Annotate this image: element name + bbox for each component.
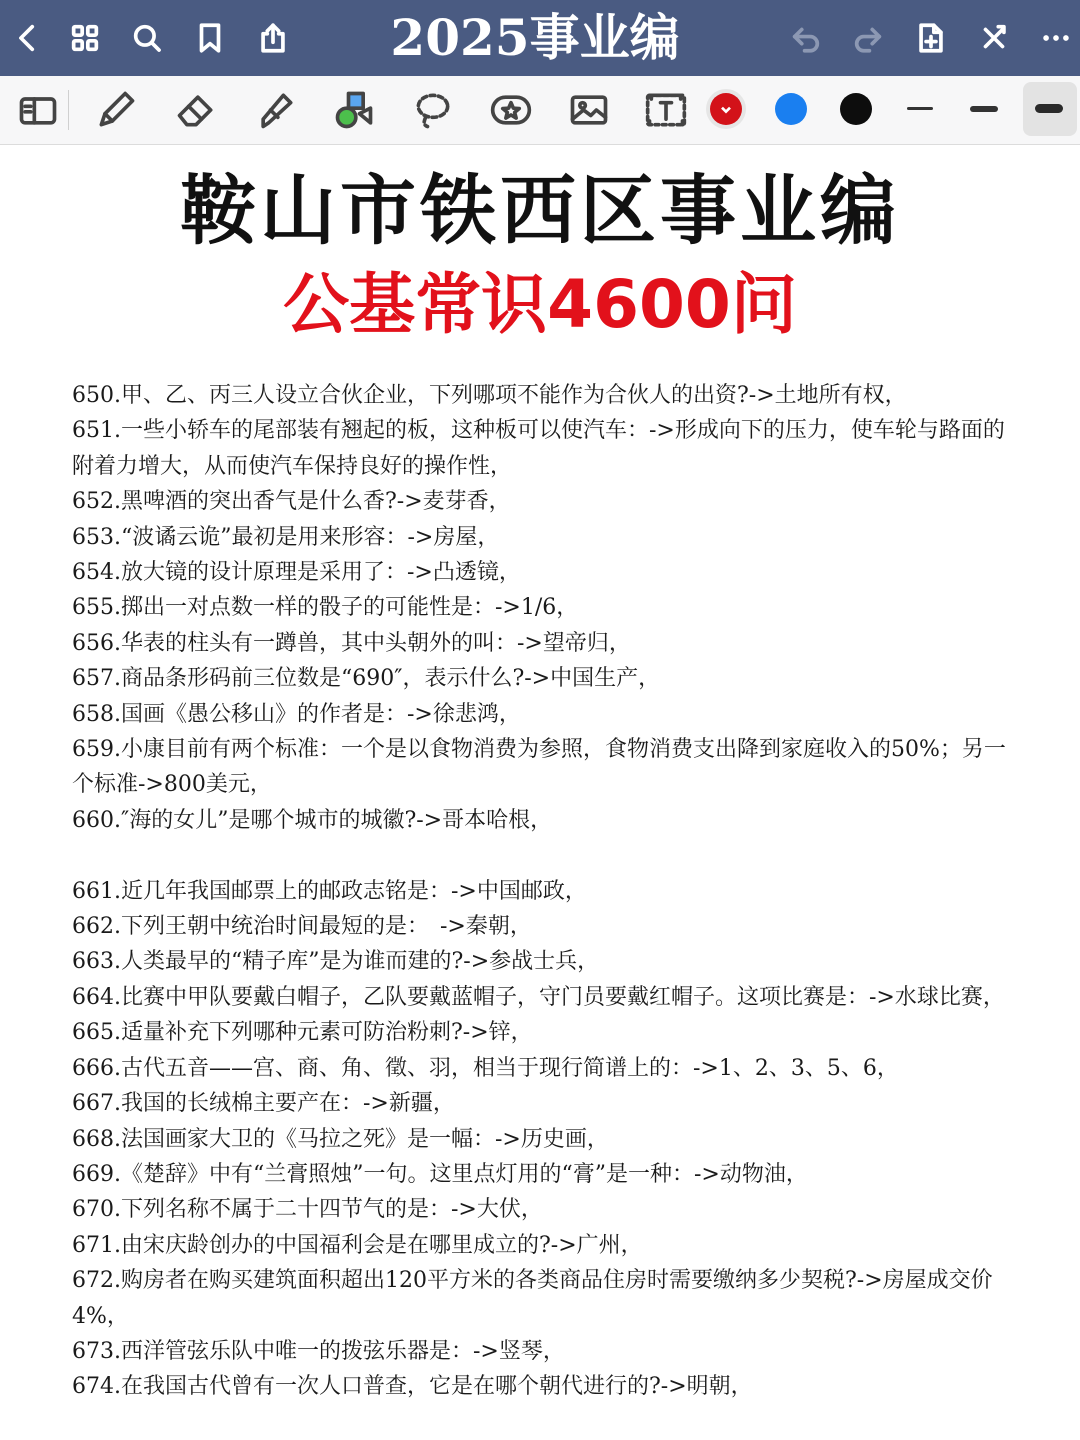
bookmark-icon	[193, 21, 227, 55]
stroke-width-thick[interactable]	[1035, 104, 1063, 113]
highlighter-tool[interactable]	[248, 84, 304, 136]
share-icon	[256, 21, 290, 55]
back-button[interactable]	[0, 10, 56, 66]
sidebar-toggle-icon	[16, 88, 60, 132]
question-item: 667.我国的长绒棉主要产在：->新疆，	[72, 1091, 455, 1117]
color-swatch-black[interactable]	[840, 93, 872, 125]
question-item: 657.商品条形码前三位数是“690″，表示什么?->中国生产，	[72, 666, 661, 692]
more-button[interactable]	[1028, 10, 1080, 66]
question-item: 670.下列名称不属于二十四节气的是：->大伏，	[72, 1197, 543, 1223]
question-item: 654.放大镜的设计原理是采用了：->凸透镜，	[72, 560, 521, 586]
color-swatch-blue[interactable]	[775, 93, 807, 125]
blank-line	[72, 838, 1018, 873]
image-icon	[567, 88, 611, 132]
stroke-width-thin[interactable]	[907, 107, 933, 110]
question-item: 660.″海的女儿”是哪个城市的城徽?->哥本哈根，	[72, 807, 553, 833]
question-list	[72, 378, 1018, 1405]
stroke-width-medium[interactable]	[970, 106, 998, 112]
title-bar	[0, 0, 1080, 76]
question-item: 666.古代五音——宫、商、角、徵、羽，相当于现行简谱上的：->1、2、3、5、6，	[72, 1055, 899, 1081]
page-subheading: 公基常识4600问	[283, 266, 797, 343]
question-item: 662.下列王朝中统治时间最短的是： ->秦朝，	[72, 914, 532, 940]
eraser-icon	[174, 88, 218, 132]
add-page-button[interactable]	[903, 10, 959, 66]
bookmark-button[interactable]	[182, 10, 238, 66]
question-item: 659.小康目前有两个标准：一个是以食物消费为参照，食物消费支出降到家庭收入的50%；另一个标准->800美元，	[72, 737, 1006, 798]
text-icon	[644, 88, 688, 132]
page-heading: 鞍山市铁西区事业编	[180, 166, 900, 255]
question-item: 653.“波谲云诡”最初是用来形容：->房屋，	[72, 524, 500, 550]
question-group-a	[72, 378, 1018, 838]
image-tool[interactable]	[561, 84, 617, 136]
pen-tool[interactable]	[88, 84, 144, 136]
question-item: 656.华表的柱头有一蹲兽，其中头朝外的叫：->望帝归，	[72, 630, 631, 656]
redo-button[interactable]	[840, 10, 896, 66]
share-button[interactable]	[245, 10, 301, 66]
search-button[interactable]	[119, 10, 175, 66]
lasso-icon	[411, 88, 455, 132]
question-group-b	[72, 874, 1018, 1405]
question-item: 655.掷出一对点数一样的骰子的可能性是：->1/6，	[72, 595, 579, 621]
question-item: 658.国画《愚公移山》的作者是：->徐悲鸿，	[72, 701, 521, 727]
question-item: 674.在我国古代曾有一次人口普查，它是在哪个朝代进行的?->明朝，	[72, 1374, 753, 1400]
shapes-tool[interactable]	[326, 84, 382, 136]
question-item: 652.黑啤酒的突出香气是什么香?->麦芽香，	[72, 489, 511, 515]
undo-icon	[789, 21, 823, 55]
sidebar-toggle-button[interactable]	[10, 84, 66, 136]
pen-icon	[94, 88, 138, 132]
text-tool[interactable]	[638, 84, 694, 136]
annotation-toolbar	[0, 76, 1080, 145]
question-item: 669.《楚辞》中有“兰膏照烛”一句。这里点灯用的“膏”是一种：->动物油，	[72, 1161, 808, 1187]
close-button[interactable]	[966, 10, 1022, 66]
lasso-tool[interactable]	[405, 84, 461, 136]
question-item: 650.甲、乙、丙三人设立合伙企业，下列哪项不能作为合伙人的出资?->土地所有权，	[72, 383, 907, 408]
question-item: 665.适量补充下列哪种元素可防治粉刺?->锌，	[72, 1020, 533, 1046]
sticker-tool[interactable]	[483, 84, 539, 136]
eraser-tool[interactable]	[168, 84, 224, 136]
highlighter-icon	[254, 88, 298, 132]
close-icon	[977, 21, 1011, 55]
color-swatch-red[interactable]	[710, 93, 742, 125]
add-page-icon	[914, 21, 948, 55]
chevron-down-icon	[710, 93, 742, 125]
question-item: 668.法国画家大卫的《马拉之死》是一幅：->历史画，	[72, 1126, 609, 1152]
more-icon	[1039, 21, 1073, 55]
question-item: 673.西洋管弦乐队中唯一的拨弦乐器是：->竖琴，	[72, 1338, 565, 1364]
undo-button[interactable]	[778, 10, 834, 66]
question-item: 661.近几年我国邮票上的邮政志铭是：->中国邮政，	[72, 878, 587, 904]
grid-icon	[68, 21, 102, 55]
question-item: 651.一些小轿车的尾部装有翘起的板，这种板可以使汽车：->形成向下的压力，使车轮与路面的附着力增大，从而使汽车保持良好的操作性，	[72, 418, 1005, 479]
search-icon	[130, 21, 164, 55]
sticker-icon	[489, 88, 533, 132]
question-item: 671.由宋庆龄创办的中国福利会是在哪里成立的?->广州，	[72, 1232, 643, 1258]
toolbar-divider	[68, 90, 69, 130]
question-item: 672.购房者在购买建筑面积超出120平方米的各类商品住房时需要缴纳多少契税?->房屋成交价4%，	[72, 1268, 993, 1329]
question-item: 663.人类最早的“精子库”是为谁而建的?->参战士兵，	[72, 949, 600, 975]
shapes-icon	[332, 88, 376, 132]
question-item: 664.比赛中甲队要戴白帽子，乙队要戴蓝帽子，守门员要戴红帽子。这项比赛是：->水球比赛，	[72, 984, 1005, 1010]
document-title[interactable]: 2025事业编	[390, 8, 680, 67]
redo-icon	[851, 21, 885, 55]
chevron-left-icon	[11, 21, 45, 55]
thumbnails-button[interactable]	[57, 10, 113, 66]
